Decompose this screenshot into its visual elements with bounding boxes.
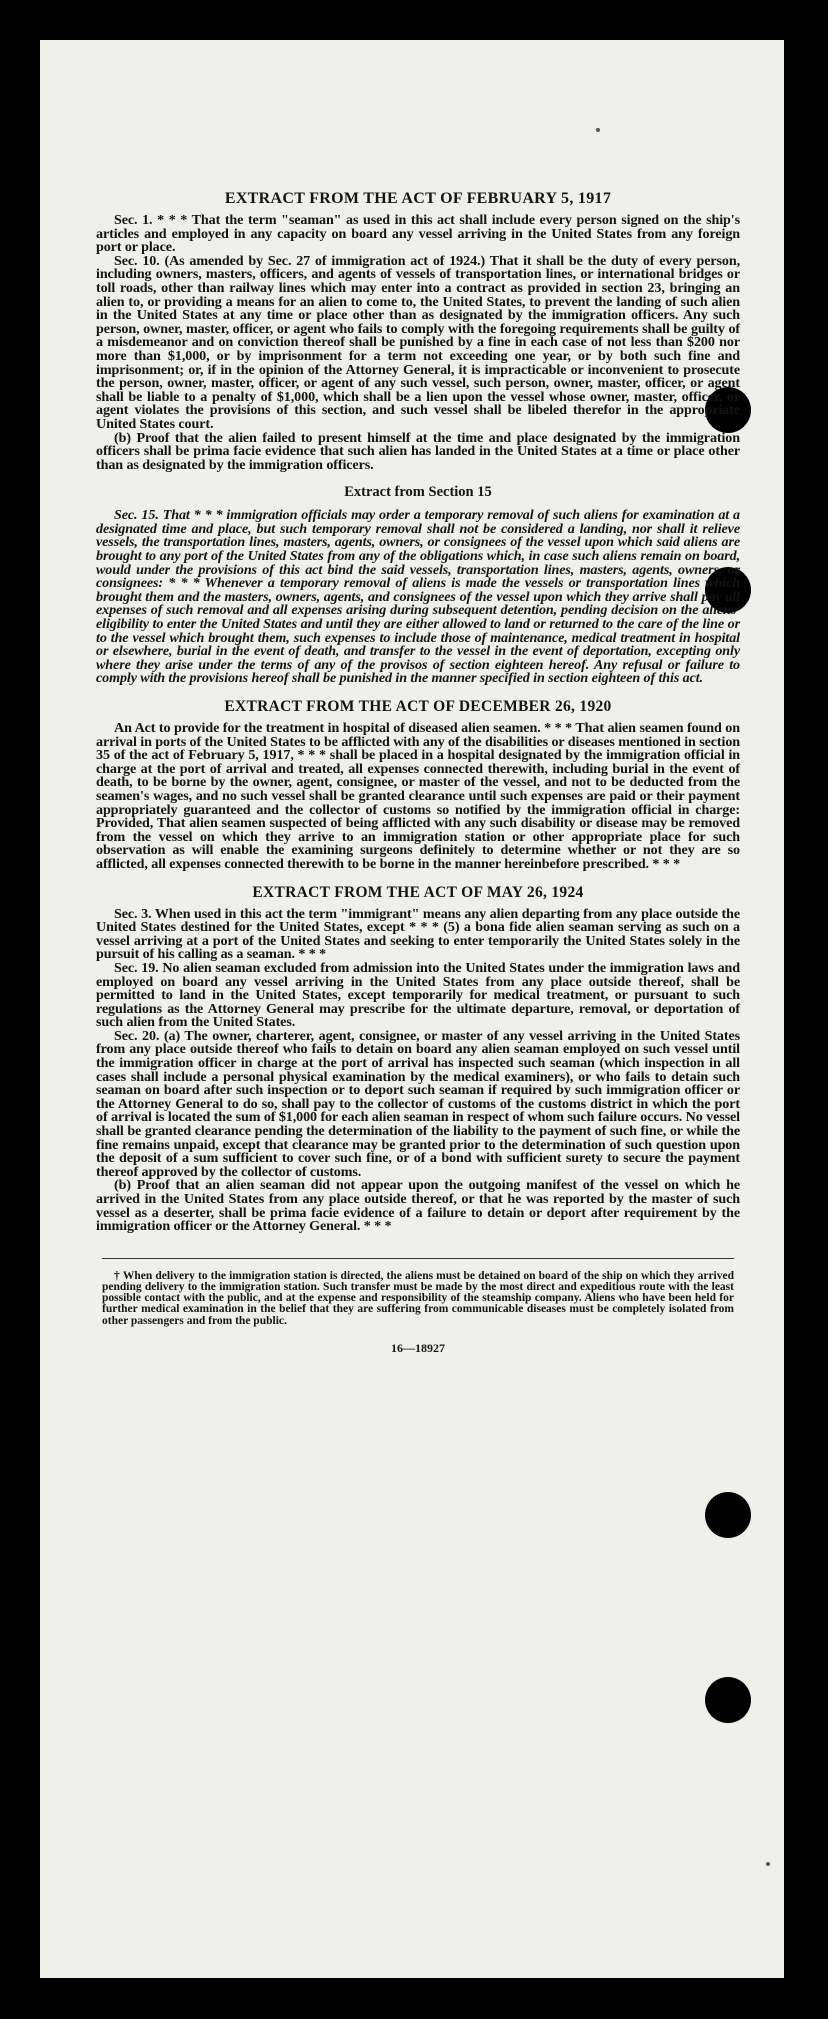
footnote: † When delivery to the immigration station is directed, the aliens must be detained on board of the ship on which they arrived pending delivery to the immigration station. Such transfer must be made by the most direct and expeditious route with the least possible contact with the public, and at the expense and responsibility of the steamship company. Aliens who have been held for further medical examination in the belief that they are suffering from communicable diseases must be completely isolated from other passengers and from the public. bbox=[102, 1269, 734, 1327]
section-act-1920 bbox=[96, 698, 740, 872]
paragraph: (b) Proof that the alien failed to present himself at the time and place designated by the immigration officers shall be prima facie evidence that such alien has landed in the United States at a time or place other than as designated by the immigration officers. bbox=[96, 429, 740, 473]
paragraph: Sec. 15. That * * * immigration officials may order a temporary removal of such aliens for examination at a designated time and place, but such temporary removal shall not be considered a landing, nor shall it relieve vessels, the transportation lines, masters, agents, owners, or consignees of the vessel upon which said aliens are brought to any port of the United States from any of the obligations which, in case such aliens remain on board, would under the provisions of this act bind the said vessels, transportation lines, masters, agents, owners, or consignees: * * * Whenever a temporary removal of aliens is made the vessels or transportation lines which brought them and the masters, owners, agents, and consignees of the vessel upon which they arrive shall pay all expenses of such removal and all expenses arising during subsequent detention, pending decision on the aliens' eligibility to enter the United States and until they are either allowed to land or returned to the care of the line or to the vessel which brought them, such expenses to include those of maintenance, medical treatment in hospital or elsewhere, burial in the event of death, and transfer to the vessel in the event of deportation, excepting only where they arise under the terms of any of the provisos of section eighteen hereof. Any refusal or failure to comply with the provisions hereof shall be punished in the manner specified in section eighteen of this act. bbox=[96, 507, 740, 687]
section-act-1917 bbox=[96, 190, 740, 472]
scan-speck bbox=[766, 1862, 770, 1866]
document-page bbox=[40, 40, 784, 1978]
section-subheading: Extract from Section 15 bbox=[344, 484, 492, 501]
punch-hole bbox=[705, 1492, 751, 1538]
scan-speck bbox=[596, 128, 600, 132]
punch-hole bbox=[705, 1677, 751, 1723]
paragraph: Sec. 10. (As amended by Sec. 27 of immigration act of 1924.) That it shall be the duty of every person, including owners, masters, officers, and agents of vessels of transportation lines, or international bridges or toll roads, other than railway lines which may enter into a contract as provided in section 23, bringing an alien to, or providing a means for an alien to come to, the United States, to prevent the landing of such alien in the United States at any time or place other than as designated by the immigration officers. Any such person, owner, master, officer, or agent who fails to comply with the foregoing requirements shall be guilty of a misdemeanor and on conviction thereof shall be punished by a fine in each case of not less than $200 nor more than $1,000, or by imprisonment for a term not exceeding one year, or by both such fine and imprisonment; or, if in the opinion of the Attorney General, it is impracticable or inconvenient to prosecute the person, owner, master, officer, or agent of any such vessel, such person, owner, master, officer, or agent shall be liable to a penalty of $1,000, which shall be a lien upon the vessel whose owner, master, officer, or agent violates the provisions of this section, and such vessel shall be libeled therefor in the appropriate United States court. bbox=[96, 252, 740, 432]
paragraph: Sec. 20. (a) The owner, charterer, agent, consignee, or master of any vessel arriving in the United States from any place outside thereof who fails to detain on board any alien seaman employed on such vessel until the immigration officer in charge at the port of arrival has inspected such seaman (which inspection in all cases shall include a personal physical examination by the medical examiners), or who fails to detain such seaman on board after such inspection or to deport such seaman if required by such immigration officer or the Attorney General to do so, shall pay to the collector of customs of the customs district in which the port of arrival is located the sum of $1,000 for each alien seaman in respect of whom such failure occurs. No vessel shall be granted clearance pending the determination of the liability to the payment of such fine, or while the fine remains unpaid, except that clearance may be granted prior to the determination of such question upon the deposit of a sum sufficient to cover such fine, or of a bond with sufficient surety to secure the payment thereof approved by the collector of customs. bbox=[96, 1027, 740, 1180]
section-heading: EXTRACT FROM THE ACT OF DECEMBER 26, 1920 bbox=[224, 698, 612, 715]
section-15-extract bbox=[96, 484, 740, 686]
footnote-divider bbox=[102, 1258, 734, 1259]
section-heading: EXTRACT FROM THE ACT OF FEBRUARY 5, 1917 bbox=[224, 190, 612, 207]
paragraph: An Act to provide for the treatment in hospital of diseased alien seamen. * * * That alien seamen found on arrival in ports of the United States to be afflicted with any of the disabilities or diseases mentioned in section 35 of the act of February 5, 1917, * * * shall be placed in a hospital designated by the immigration official in charge at the port of arrival and treated, all expenses connected therewith, including burial in the event of death, to be borne by the owner, agent, consignee, or master of the vessel, and not to be deducted from the seamen's wages, and no such vessel shall be granted clearance until such expenses are paid or their payment appropriately guaranteed and the collector of customs so notified by the immigration official in charge: Provided, That alien seamen suspected of being afflicted with any such disability or disease may be removed from the vessel on which they arrive to an immigration station or other appropriate place for such observation as will enable the examining surgeons definitely to determine whether or not they are so afflicted, all expenses connected therewith to be borne in the manner hereinbefore prescribed. * * * bbox=[96, 720, 740, 872]
section-heading: EXTRACT FROM THE ACT OF MAY 26, 1924 bbox=[252, 883, 584, 901]
page-code: 16—18927 bbox=[391, 1340, 445, 1355]
section-act-1924 bbox=[96, 884, 740, 1234]
paragraph: Sec. 1. * * * That the term "seaman" as used in this act shall include every person signed on the ship's articles and employed in any capacity on board any vessel arriving in the United States from any foreign port or place. bbox=[96, 212, 740, 256]
paragraph: Sec. 19. No alien seaman excluded from admission into the United States under the immigration laws and employed on board any vessel arriving in the United States from any place outside thereof, shall be permitted to land in the United States, except temporarily for medical treatment, or pursuant to such regulations as the Attorney General may prescribe for the ultimate departure, removal, or deportation of such alien from the United States. bbox=[96, 959, 740, 1031]
paragraph: (b) Proof that an alien seaman did not appear upon the outgoing manifest of the vessel on which he arrived in the United States from any place outside thereof, or that he was reported by the master of such vessel as a deserter, shall be prima facie evidence of a failure to detain or deport after requirement by the immigration officer or the Attorney General. * * * bbox=[96, 1177, 740, 1235]
page-content bbox=[96, 190, 740, 1356]
paragraph: Sec. 3. When used in this act the term "immigrant" means any alien departing from any place outside the United States destined for the United States, except * * * (5) a bona fide alien seaman serving as such on a vessel arriving at a port of the United States and seeking to enter temporarily the United States solely in the pursuit of his calling as a seaman. * * * bbox=[96, 905, 740, 963]
